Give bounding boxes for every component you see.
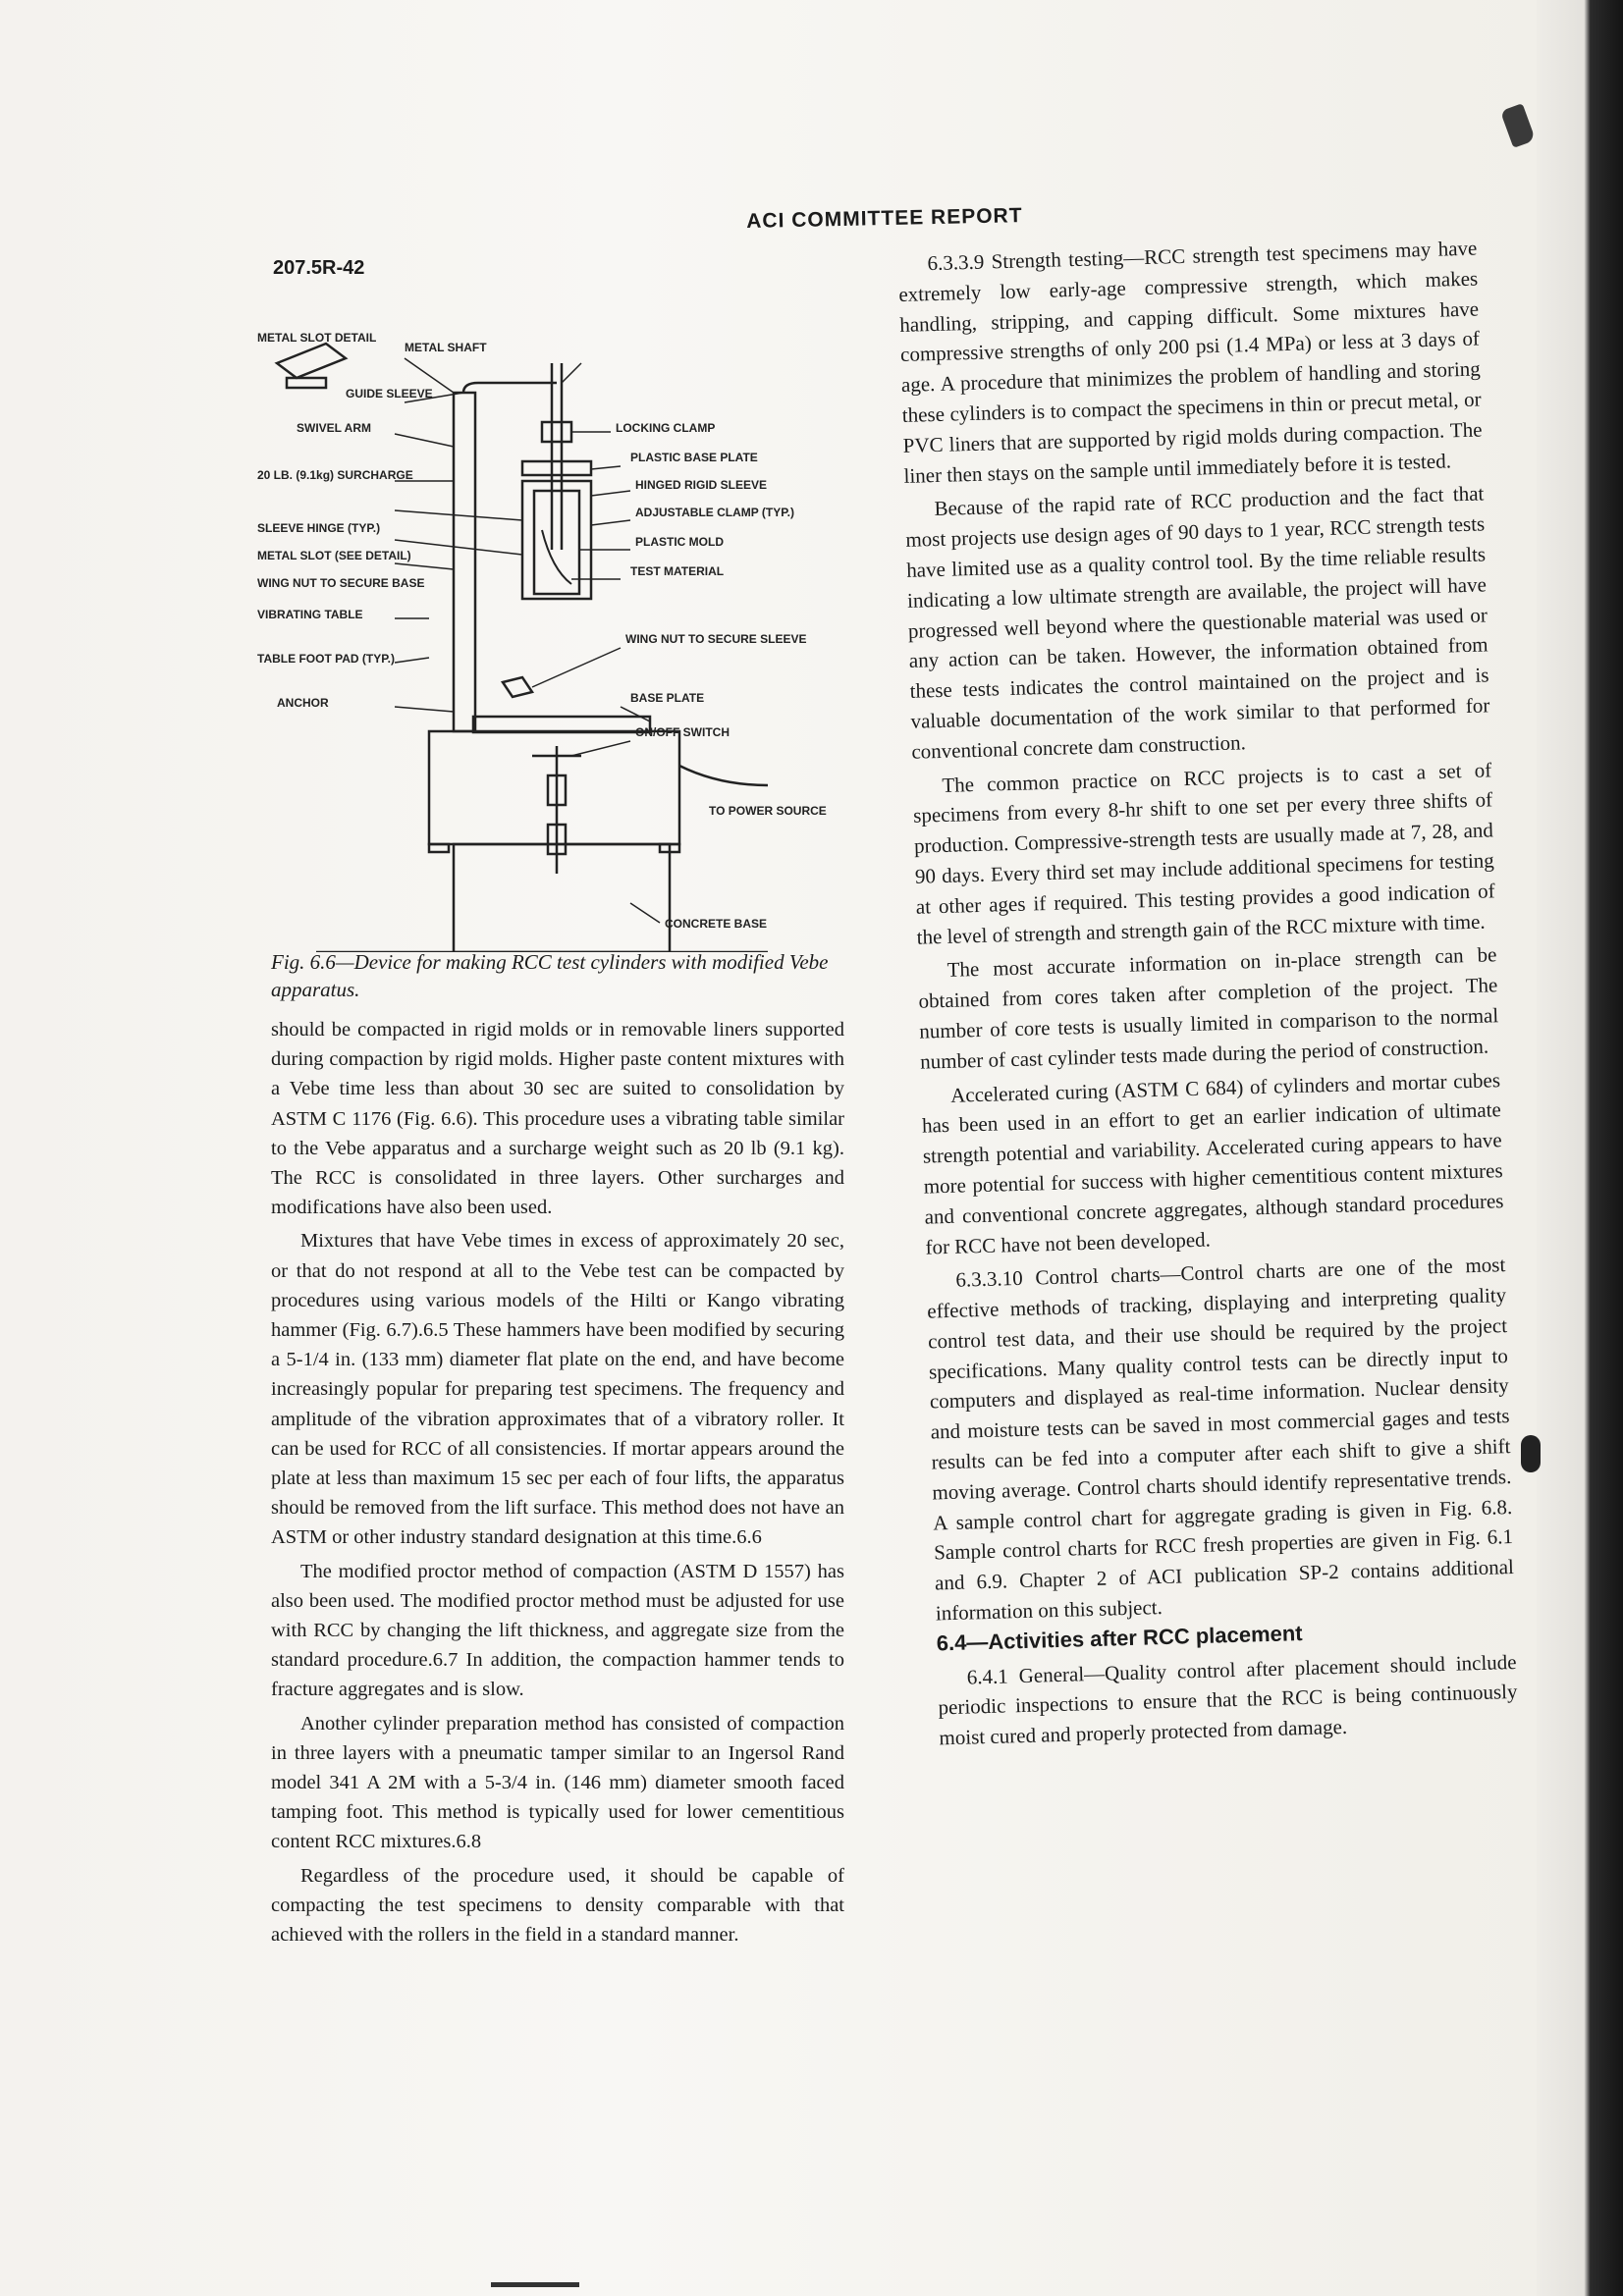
label-surcharge: 20 LB. (9.1kg) SURCHARGE	[257, 468, 413, 482]
running-head: ACI COMMITTEE REPORT	[746, 204, 1023, 233]
left-column	[271, 1015, 844, 1949]
label-adjustable-clamp: ADJUSTABLE CLAMP (TYP.)	[635, 506, 795, 519]
vebe-apparatus-diagram	[257, 324, 856, 952]
label-metal-slot-detail: METAL SLOT DETAIL	[257, 331, 377, 345]
hinged-rigid-sleeve	[522, 481, 591, 599]
right-paragraph: 6.3.3.9 Strength testing—RCC strength test specimens may have extremely low early-age compressive strength, which makes handling, stripping, and capping difficult. Some mixtures have compressive strengths of only 200 psi (1.4 MPa) or less at 3 days of age. A procedure that minimizes the problem of handling and storing these cylinders is to compact the specimens in thin or precut metal, or PVC liners that are supported by rigid molds during compaction. The liner then stays on the sample until immediately before it is tested.	[898, 236, 1483, 488]
label-table-foot-pad: TABLE FOOT PAD (TYP.)	[257, 652, 395, 666]
binder-edge	[1537, 0, 1623, 2296]
concrete-base-block	[454, 844, 670, 952]
label-anchor: ANCHOR	[277, 696, 329, 710]
left-paragraph: Another cylinder preparation method has consisted of compaction in three layers with a pneumatic tamper similar to an Ingersol Rand model 341 A 2M with a 5-3/4 in. (146 mm) diameter smooth faced tamping foot. This method is typically used for lower cementitious content RCC mixtures.6.8	[271, 1712, 844, 1853]
label-concrete-base: CONCRETE BASE	[665, 917, 768, 931]
label-base-plate: BASE PLATE	[630, 691, 705, 705]
left-paragraph: The modified proctor method of compaction (ASTM D 1557) has also been used. The modified proctor method must be adjusted for use with RCC by changing the lift thickness, and aggregate size from the standard procedure.6.7 In addition, the compaction hammer tends to fracture aggregates and is slow.	[271, 1560, 844, 1701]
figure-caption: Fig. 6.6—Device for making RCC test cylinders with modified Vebe apparatus.	[271, 950, 829, 1001]
label-to-power-source: TO POWER SOURCE	[709, 804, 827, 818]
label-sleeve-hinge: SLEEVE HINGE (TYP.)	[257, 521, 381, 535]
right-paragraph: Because of the rapid rate of RCC production and the fact that most projects use design ages of 90 days to 1 year, RCC strength tests have limited use as a quality control tool. By the time reliable results indicating a low ultimate strength are available, the project will have progressed well beyond where the questionable material was used or any action can be taken. However, the information obtained from these tests indicates the control maintained on the project and is valuable documentation of the work similar to that performed for conventional concrete dam construction.	[905, 481, 1490, 764]
left-paragraph: should be compacted in rigid molds or in removable liners supported during compaction by rigid molds. Higher paste content mixtures with a Vebe time less than about 30 sec are suited to consolidation by ASTM C 1176 (Fig. 6.6). This procedure uses a vibrating table similar to the Vebe apparatus and a surcharge weight such as 20 lb (9.1 kg). The RCC is consolidated in three layers. Other surcharges and modifications have also been used.	[271, 1019, 844, 1219]
left-paragraph: Mixtures that have Vebe times in excess of approximately 20 sec, or that do not respond at all to the Vebe test can be compacted by procedures using various models of the Hilti or Kango vibrating hammer (Fig. 6.7).6.5 These hammers have been modified by securing a 5-1/4 in. (133 mm) diameter flat plate on the end, and have become increasingly popular for preparing test specimens. The frequency and amplitude of the vibration approximates that of a vibratory roller. It can be used for RCC of all consistencies. If mortar appears around the plate at less than maximum 15 sec per each of four lifts, the apparatus should be removed from the lift surface. This method does not have an ASTM or other industry standard designation at this time.6.6	[271, 1230, 844, 1549]
label-plastic-mold: PLASTIC MOLD	[635, 535, 724, 549]
right-paragraph: The common practice on RCC projects is to cast a set of specimens from every 8-hr shift to one set per every three shifts of production. Compressive-strength tests are usually made at 7, 28, and 90 days. Every third set may include additional specimens for testing at other ages if required. This testing provides a good indication of the level of strength and strength gain of the RCC mixture with time.	[912, 757, 1495, 949]
right-paragraph: 6.4.1 General—Quality control after placement should include periodic inspections to ensure that the RCC is being continuously moist cured and properly protected from damage.	[938, 1649, 1518, 1750]
label-wing-nut-sleeve: WING NUT TO SECURE SLEEVE	[625, 632, 807, 646]
label-test-material: TEST MATERIAL	[630, 564, 725, 578]
left-paragraph: Regardless of the procedure used, it should be capable of compacting the test specimens to density comparable with that achieved with the rollers in the field in a standard manner.	[271, 1864, 844, 1947]
label-swivel-arm: SWIVEL ARM	[297, 421, 372, 435]
label-hinged-rigid-sleeve: HINGED RIGID SLEEVE	[635, 478, 768, 492]
label-locking-clamp: LOCKING CLAMP	[616, 421, 716, 435]
right-paragraph: 6.3.3.10 Control charts—Control charts are one of the most effective methods of tracking, displaying and interpreting quality control test data, and their use should be required by the project specifications. Many quality control tests can be directly input to computers and displayed as real-time information. Nuclear density and moisture tests can be saved in most commercial gages and tests results can be fed into a computer after each shift to give a shift moving average. Control charts should identify representative trends. A sample control chart for aggregate grading is given in Fig. 6.8. Sample control charts for RCC fresh properties are given in Fig. 6.1 and 6.9. Chapter 2 of ACI publication SP-2 contains additional information on this subject.	[926, 1253, 1515, 1626]
right-column	[897, 230, 1519, 1754]
section-heading: 6.4—Activities after RCC placement	[936, 1620, 1303, 1656]
label-metal-shaft: METAL SHAFT	[405, 341, 487, 354]
right-paragraph: Accelerated curing (ASTM C 684) of cylinders and mortar cubes has been used in an effort to get an earlier indication of ultimate strength potential and variability. Accelerated curing appears to have more potential for success with higher cementitious content mixtures and conventional concrete aggregates, although standard procedures for RCC have not been developed.	[921, 1067, 1504, 1259]
label-vibrating-table: VIBRATING TABLE	[257, 608, 363, 621]
label-on-off-switch: ON/OFF SWITCH	[635, 725, 730, 739]
label-metal-slot: METAL SLOT (SEE DETAIL)	[257, 549, 411, 562]
label-guide-sleeve: GUIDE SLEEVE	[346, 387, 433, 400]
label-wing-nut-base: WING NUT TO SECURE BASE	[257, 576, 425, 590]
scan-mark	[491, 2282, 579, 2287]
figure-vebe-apparatus	[257, 324, 856, 952]
right-paragraph: The most accurate information on in-place strength can be obtained from cores taken after completion of the project. The number of core tests is usually limited in comparison to the normal number of cast cylinder tests made during the period of construction.	[918, 942, 1499, 1074]
binder-hole	[1521, 1435, 1541, 1472]
vibrating-table	[429, 731, 679, 844]
page-identifier: 207.5R-42	[273, 257, 365, 279]
label-plastic-base-plate: PLASTIC BASE PLATE	[630, 451, 758, 464]
